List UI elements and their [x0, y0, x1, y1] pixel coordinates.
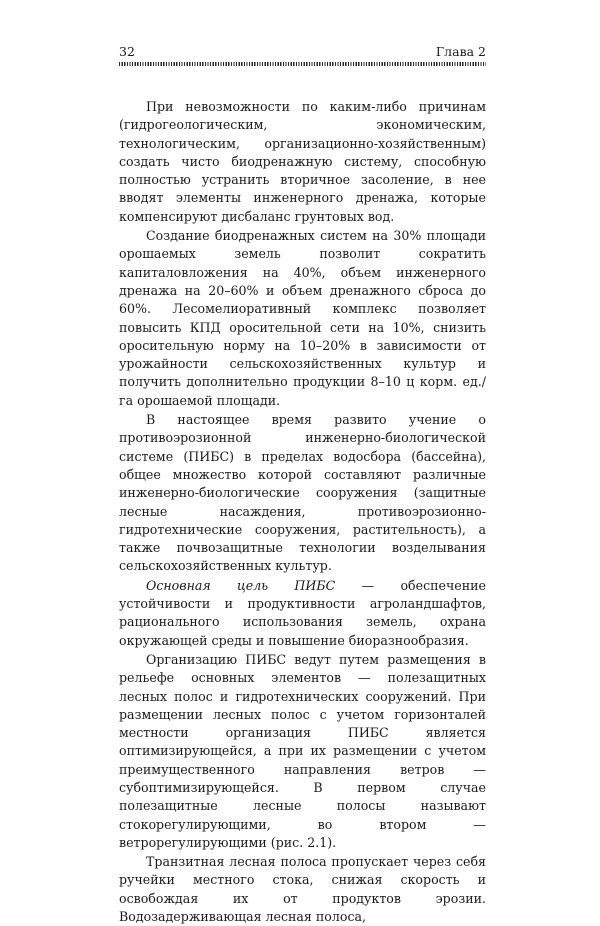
paragraph-2: Создание биодренажных систем на 30% площади орошаемых земель позволит сократить капиталовложения на 40%, объем инженерного дренажа на 20–60% и объем дренажного сброса до 60%. Лесомелиоративный комплекс позволяет повысить КПД оросительной сети на 10%, снизить оросительную норму на 10–20% в зависимости от урожайности сельскохозяйственных культур и получить дополнительно продукции 8–10 ц корм. ед./га орошаемой площади. — [119, 228, 486, 408]
body-text — [119, 98, 486, 926]
header-rule — [119, 62, 486, 66]
page-header — [119, 44, 486, 62]
paragraph-6: Транзитная лесная полоса пропускает через себя ручейки местного стока, снижая скорость и освобождая их от продуктов эрозии. Водозадерживающая лесная полоса, — [119, 854, 486, 925]
page-number: 32 — [119, 44, 135, 59]
paragraph-4 — [119, 577, 486, 650]
chapter-title: Глава 2 — [435, 44, 486, 59]
paragraph-3: В настоящее время развито учение о противоэрозионной инженерно-биологической системе (ПИБС) в пределах водосбора (бассейна), общее множество которой составляют различные инженерно-биологические сооружения (защитные лесные насаждения, противоэрозионно-гидротехнические сооружения, растительность), а также почвозащитные технологии возделывания сельскохозяйственных культур. — [119, 412, 486, 574]
paragraph-5: Организацию ПИБС ведут путем размещения в рельефе основных элементов — полезащитных лесных полос и гидротехнических сооружений. При размещении лесных полос с учетом горизонталей местности организация ПИБС является оптимизирующейся, а при их размещении с учетом преимущественного направления ветров — субоптимизирующейся. В первом случае полезащитные лесные полосы называют стокорегулирующими, во втором — ветрорегулирующими (рис. 2.1). — [119, 651, 486, 850]
paragraph-lead-term: Основная цель ПИБС — [146, 577, 336, 593]
paragraph-1: При невозможности по каким-либо причинам (гидрогеологическим, экономическим, технологическим, организационно-хозяйственным) создать чисто биодренажную систему, способную полностью устранить вторичное засоление, в нее вводят элементы инженерного дренажа, которые компенсируют дисбаланс грунтовых вод. — [119, 99, 486, 224]
paragraph-4-text: — обеспечение устойчивости и продуктивности агроландшафтов, рационального использования земель, охрана окружающей среды и повышение биоразнообразия. — [119, 577, 486, 648]
